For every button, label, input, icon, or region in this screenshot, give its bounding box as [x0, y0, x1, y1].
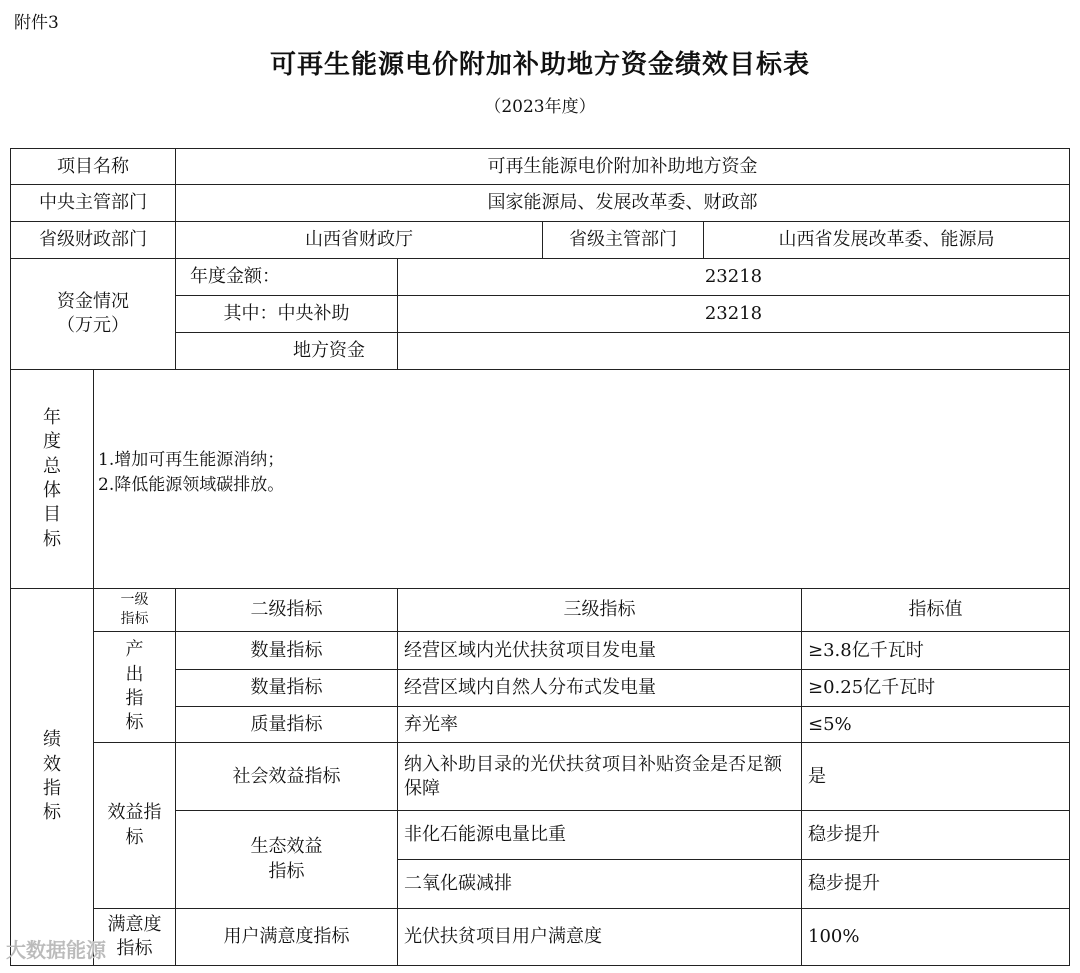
annual-amount-value: 23218 — [397, 258, 1070, 296]
header-value: 指标值 — [801, 588, 1070, 632]
annual-goal-label — [10, 369, 94, 589]
eco-benefit-line1: 生态效益 — [250, 836, 323, 858]
header-level3: 三级指标 — [397, 588, 802, 632]
project-label: 项目名称 — [10, 148, 176, 185]
eco-benefit-line2: 指标 — [268, 860, 305, 882]
central-dept-value: 国家能源局、发展改革委、财政部 — [175, 184, 1070, 222]
benefit-label-line1: 效益指 — [107, 802, 162, 824]
output-row-1-value: ≥3.8亿千瓦时 — [801, 631, 1070, 670]
eco-row-2-value: 稳步提升 — [801, 859, 1070, 909]
annual-goal-item: 1.增加可再生能源消纳； — [98, 450, 285, 470]
header-level1-line1: 一级 — [120, 592, 149, 609]
provincial-finance-value: 山西省财政厅 — [175, 221, 543, 259]
output-indicators-label — [93, 631, 176, 743]
performance-label — [10, 588, 94, 966]
watermark: 大数据能源 — [6, 938, 106, 962]
output-row-3-value: ≤5% — [801, 706, 1070, 743]
provincial-finance-label: 省级财政部门 — [10, 221, 176, 259]
annual-goal-char: 体 — [43, 480, 61, 501]
central-subsidy-label: 其中：中央补助 — [175, 295, 398, 333]
funds-label-line1: 资金情况 — [57, 290, 129, 312]
annual-goal-char: 度 — [43, 431, 61, 453]
social-benefit-level3: 纳入补助目录的光伏扶贫项目补贴资金是否足额保障 — [397, 742, 802, 811]
performance-char: 标 — [43, 802, 61, 824]
central-dept-label: 中央主管部门 — [10, 184, 176, 222]
satisfaction-value: 100% — [801, 908, 1070, 966]
annual-amount-label: 年度金额： — [175, 258, 398, 296]
header-level1-line2: 指标 — [120, 611, 149, 627]
annual-goal-char: 目 — [43, 504, 61, 526]
output-row-3-level2: 质量指标 — [175, 706, 398, 743]
output-row-2-level3: 经营区域内自然人分布式发电量 — [397, 669, 802, 707]
annual-goal-content — [93, 369, 1070, 589]
output-row-2-level2: 数量指标 — [175, 669, 398, 707]
performance-char: 绩 — [43, 729, 61, 751]
performance-char: 效 — [43, 753, 61, 775]
annual-goal-char: 总 — [43, 455, 61, 477]
funds-label-line2: （万元） — [57, 315, 129, 336]
central-subsidy-value: 23218 — [397, 295, 1070, 333]
header-level2: 二级指标 — [175, 588, 398, 632]
satisfaction-level2: 用户满意度指标 — [175, 908, 398, 966]
output-char: 指 — [125, 688, 144, 709]
satisfaction-label-line2: 指标 — [116, 938, 153, 959]
attachment-label: 附件3 — [14, 13, 59, 33]
output-row-1-level2: 数量指标 — [175, 631, 398, 670]
funds-label — [10, 258, 176, 370]
output-row-2-value: ≥0.25亿千瓦时 — [801, 669, 1070, 707]
eco-row-1-value: 稳步提升 — [801, 810, 1070, 860]
output-row-1-level3: 经营区域内光伏扶贫项目发电量 — [397, 631, 802, 670]
output-row-3-level3: 弃光率 — [397, 706, 802, 743]
social-benefit-value: 是 — [801, 742, 1070, 811]
year-note: （2023年度） — [484, 97, 596, 117]
output-char: 标 — [125, 712, 144, 734]
local-funds-value — [397, 332, 1070, 370]
document-title: 可再生能源电价附加补助地方资金绩效目标表 — [269, 50, 810, 80]
satisfaction-level3: 光伏扶贫项目用户满意度 — [397, 908, 802, 966]
benefit-indicators-label — [93, 742, 176, 909]
local-funds-label: 地方资金 — [175, 332, 398, 370]
output-char: 产 — [125, 639, 144, 661]
annual-goal-char: 年 — [43, 407, 61, 429]
annual-goal-char: 标 — [43, 528, 61, 550]
output-char: 出 — [125, 663, 144, 685]
provincial-dept-label: 省级主管部门 — [542, 221, 704, 259]
project-value: 可再生能源电价附加补助地方资金 — [175, 148, 1070, 185]
header-level1 — [93, 588, 176, 632]
social-benefit-level2: 社会效益指标 — [175, 742, 398, 811]
benefit-label-line2: 标 — [125, 826, 144, 848]
eco-benefit-level2 — [175, 810, 398, 909]
eco-row-2-level3: 二氧化碳减排 — [397, 859, 802, 909]
performance-char: 指 — [43, 778, 61, 799]
provincial-dept-value: 山西省发展改革委、能源局 — [703, 221, 1070, 259]
annual-goal-item: 2.降低能源领域碳排放。 — [98, 474, 285, 495]
satisfaction-label-line1: 满意度 — [107, 913, 162, 935]
eco-row-1-level3: 非化石能源电量比重 — [397, 810, 802, 860]
